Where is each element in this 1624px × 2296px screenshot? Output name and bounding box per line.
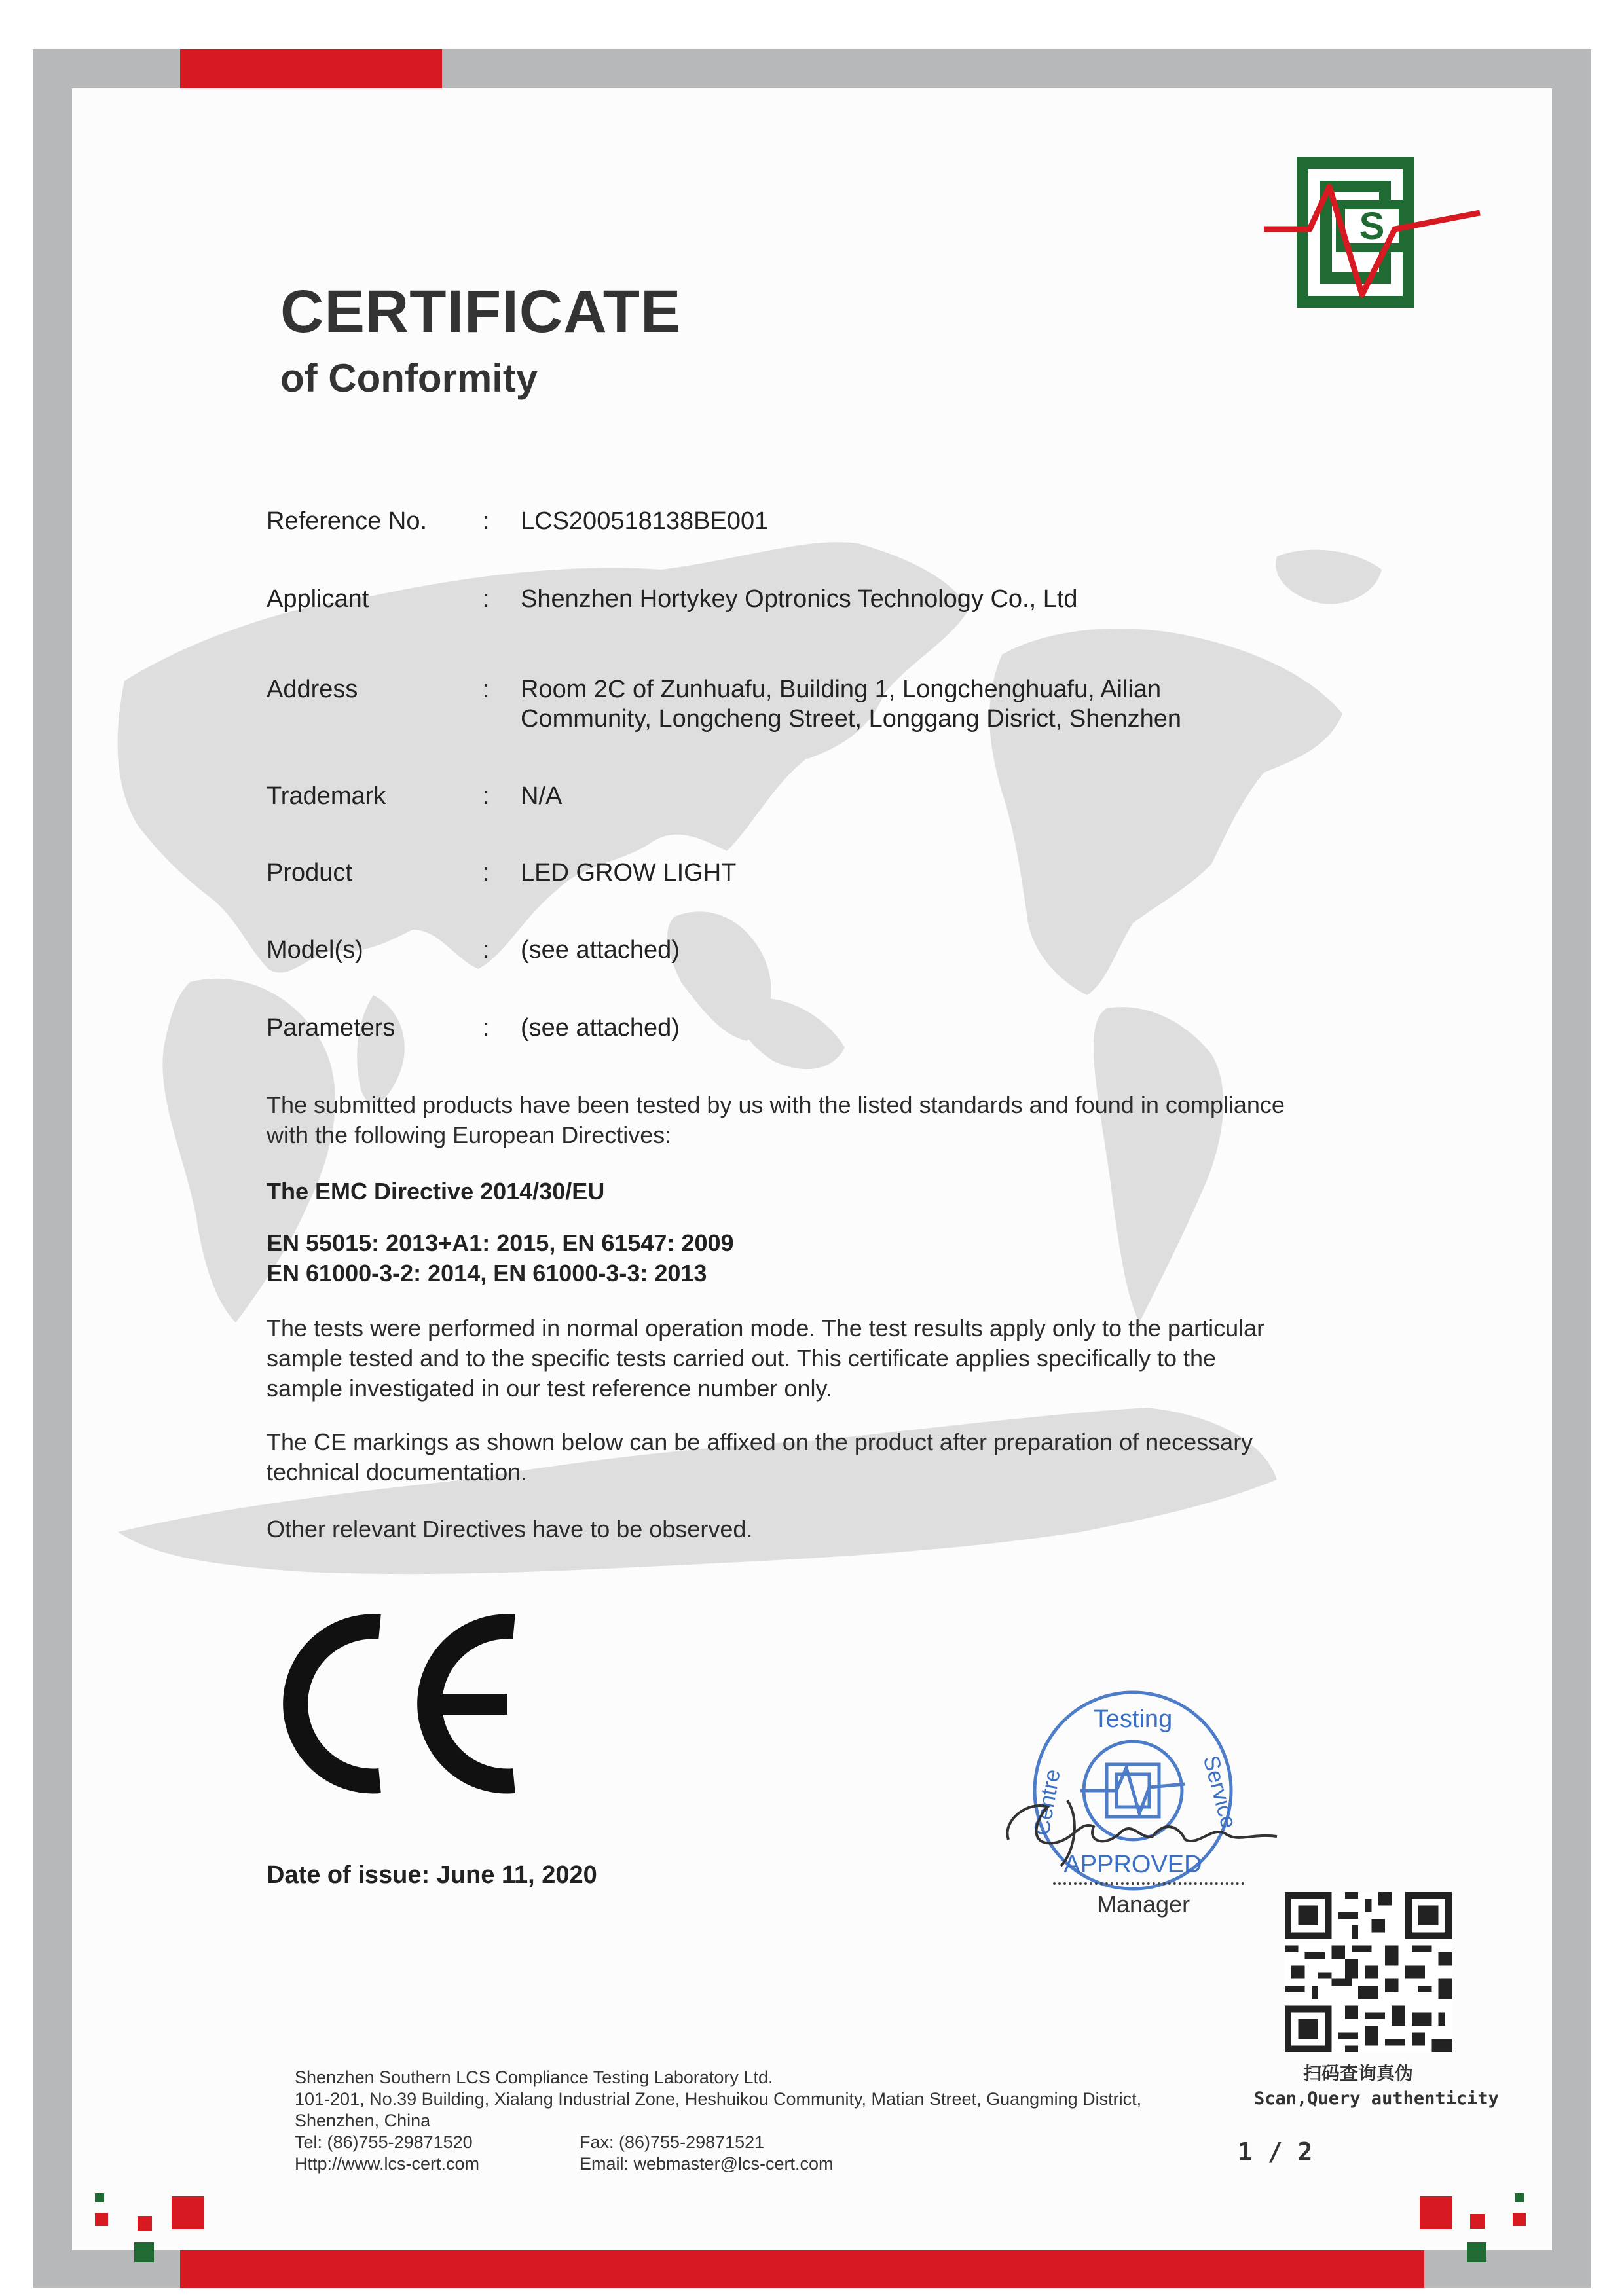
field-label: Reference No. <box>267 507 428 535</box>
qr-label-cn: 扫码查询真伪 <box>1303 2063 1414 2083</box>
field-colon: : <box>483 859 490 886</box>
intro-paragraph <box>267 1090 1412 1150</box>
field-colon: : <box>483 936 490 964</box>
decor-square <box>138 2216 152 2231</box>
standards-line: EN 55015: 2013+A1: 2015, EN 61547: 2009 <box>267 1230 734 1256</box>
decor-square <box>172 2196 204 2229</box>
ce-marking-paragraph <box>267 1427 1412 1487</box>
directive-name: The EMC Directive 2014/30/EU <box>267 1178 605 1205</box>
footer-address-line2: Shenzhen, China <box>295 2111 431 2130</box>
qr-label-en: Scan,Query authenticity <box>1254 2088 1499 2109</box>
lcs-logo-icon <box>1264 147 1486 314</box>
decor-square <box>1513 2213 1526 2226</box>
footer-tel: Tel: (86)755-29871520 <box>295 2132 473 2152</box>
ce-line: technical documentation. <box>267 1459 528 1485</box>
decor-square <box>134 2242 154 2262</box>
field-colon: : <box>483 507 490 535</box>
manager-label: Manager <box>1097 1891 1190 1918</box>
decor-square <box>1420 2196 1452 2229</box>
tests-line: sample investigated in our test reference number only. <box>267 1375 832 1402</box>
svg-text:S: S <box>1359 205 1385 247</box>
certificate-title: CERTIFICATE <box>280 278 682 345</box>
svg-text:Testing: Testing <box>1093 1705 1173 1733</box>
footer-email-link[interactable]: Email: webmaster@lcs-cert.com <box>580 2154 834 2174</box>
footer-address-line1: 101-201, No.39 Building, Xialang Industrial Zone, Heshuikou Community, Matian Street, Guangming District, <box>295 2089 1142 2109</box>
field-value: LED GROW LIGHT <box>521 859 737 886</box>
tests-paragraph <box>267 1313 1412 1404</box>
standards-line: EN 61000-3-2: 2014, EN 61000-3-3: 2013 <box>267 1260 707 1286</box>
ce-line: The CE markings as shown below can be affixed on the product after preparation of necessary <box>267 1429 1253 1455</box>
date-of-issue: Date of issue: June 11, 2020 <box>267 1861 597 1889</box>
field-colon: : <box>483 1014 490 1042</box>
svg-text:Service: Service <box>1198 1753 1242 1831</box>
field-label: Applicant <box>267 585 369 613</box>
certificate-subtitle: of Conformity <box>280 356 538 400</box>
manager-signature-icon <box>989 1781 1290 1872</box>
field-value: (see attached) <box>521 936 680 964</box>
field-value: LCS200518138BE001 <box>521 507 769 535</box>
field-label: Model(s) <box>267 936 363 964</box>
signature-line <box>1053 1882 1244 1885</box>
standards-list <box>267 1228 1412 1288</box>
field-value: Community, Longcheng Street, Longgang Disrict, Shenzhen <box>521 705 1182 733</box>
field-value: (see attached) <box>521 1014 680 1042</box>
field-colon: : <box>483 782 490 810</box>
qr-code-icon[interactable] <box>1285 1892 1452 2052</box>
decor-square <box>1470 2214 1485 2229</box>
ce-mark-icon <box>265 1607 527 1800</box>
top-red-band <box>180 49 442 88</box>
page-number: 1 / 2 <box>1238 2138 1313 2166</box>
other-directives-note: Other relevant Directives have to be observed. <box>267 1516 753 1542</box>
bottom-red-band <box>180 2250 1424 2288</box>
svg-text:APPROVED: APPROVED <box>1063 1851 1202 1878</box>
tests-line: The tests were performed in normal operation mode. The test results apply only to the particular <box>267 1315 1265 1341</box>
field-label: Product <box>267 859 352 886</box>
field-value: N/A <box>521 782 563 810</box>
tests-line: sample tested and to the specific tests carried out. This certificate applies specifically to the <box>267 1345 1217 1372</box>
field-colon: : <box>483 585 490 613</box>
intro-line: with the following European Directives: <box>267 1121 672 1148</box>
footer-fax: Fax: (86)755-29871521 <box>580 2132 765 2152</box>
decor-square <box>1467 2242 1486 2262</box>
intro-line: The submitted products have been tested by us with the listed standards and found in compliance <box>267 1091 1285 1118</box>
svg-text:Centre: Centre <box>1029 1767 1065 1838</box>
field-colon: : <box>483 676 490 703</box>
field-value: Room 2C of Zunhuafu, Building 1, Longchenghuafu, Ailian <box>521 676 1162 703</box>
field-label: Parameters <box>267 1014 396 1042</box>
decor-square <box>1515 2193 1524 2202</box>
field-label: Address <box>267 676 358 703</box>
footer-website-link[interactable]: Http://www.lcs-cert.com <box>295 2154 480 2174</box>
field-label: Trademark <box>267 782 386 810</box>
decor-square <box>95 2193 104 2202</box>
field-value: Shenzhen Hortykey Optronics Technology Co., Ltd <box>521 585 1078 613</box>
decor-square <box>95 2213 108 2226</box>
footer-company: Shenzhen Southern LCS Compliance Testing Laboratory Ltd. <box>295 2068 773 2087</box>
